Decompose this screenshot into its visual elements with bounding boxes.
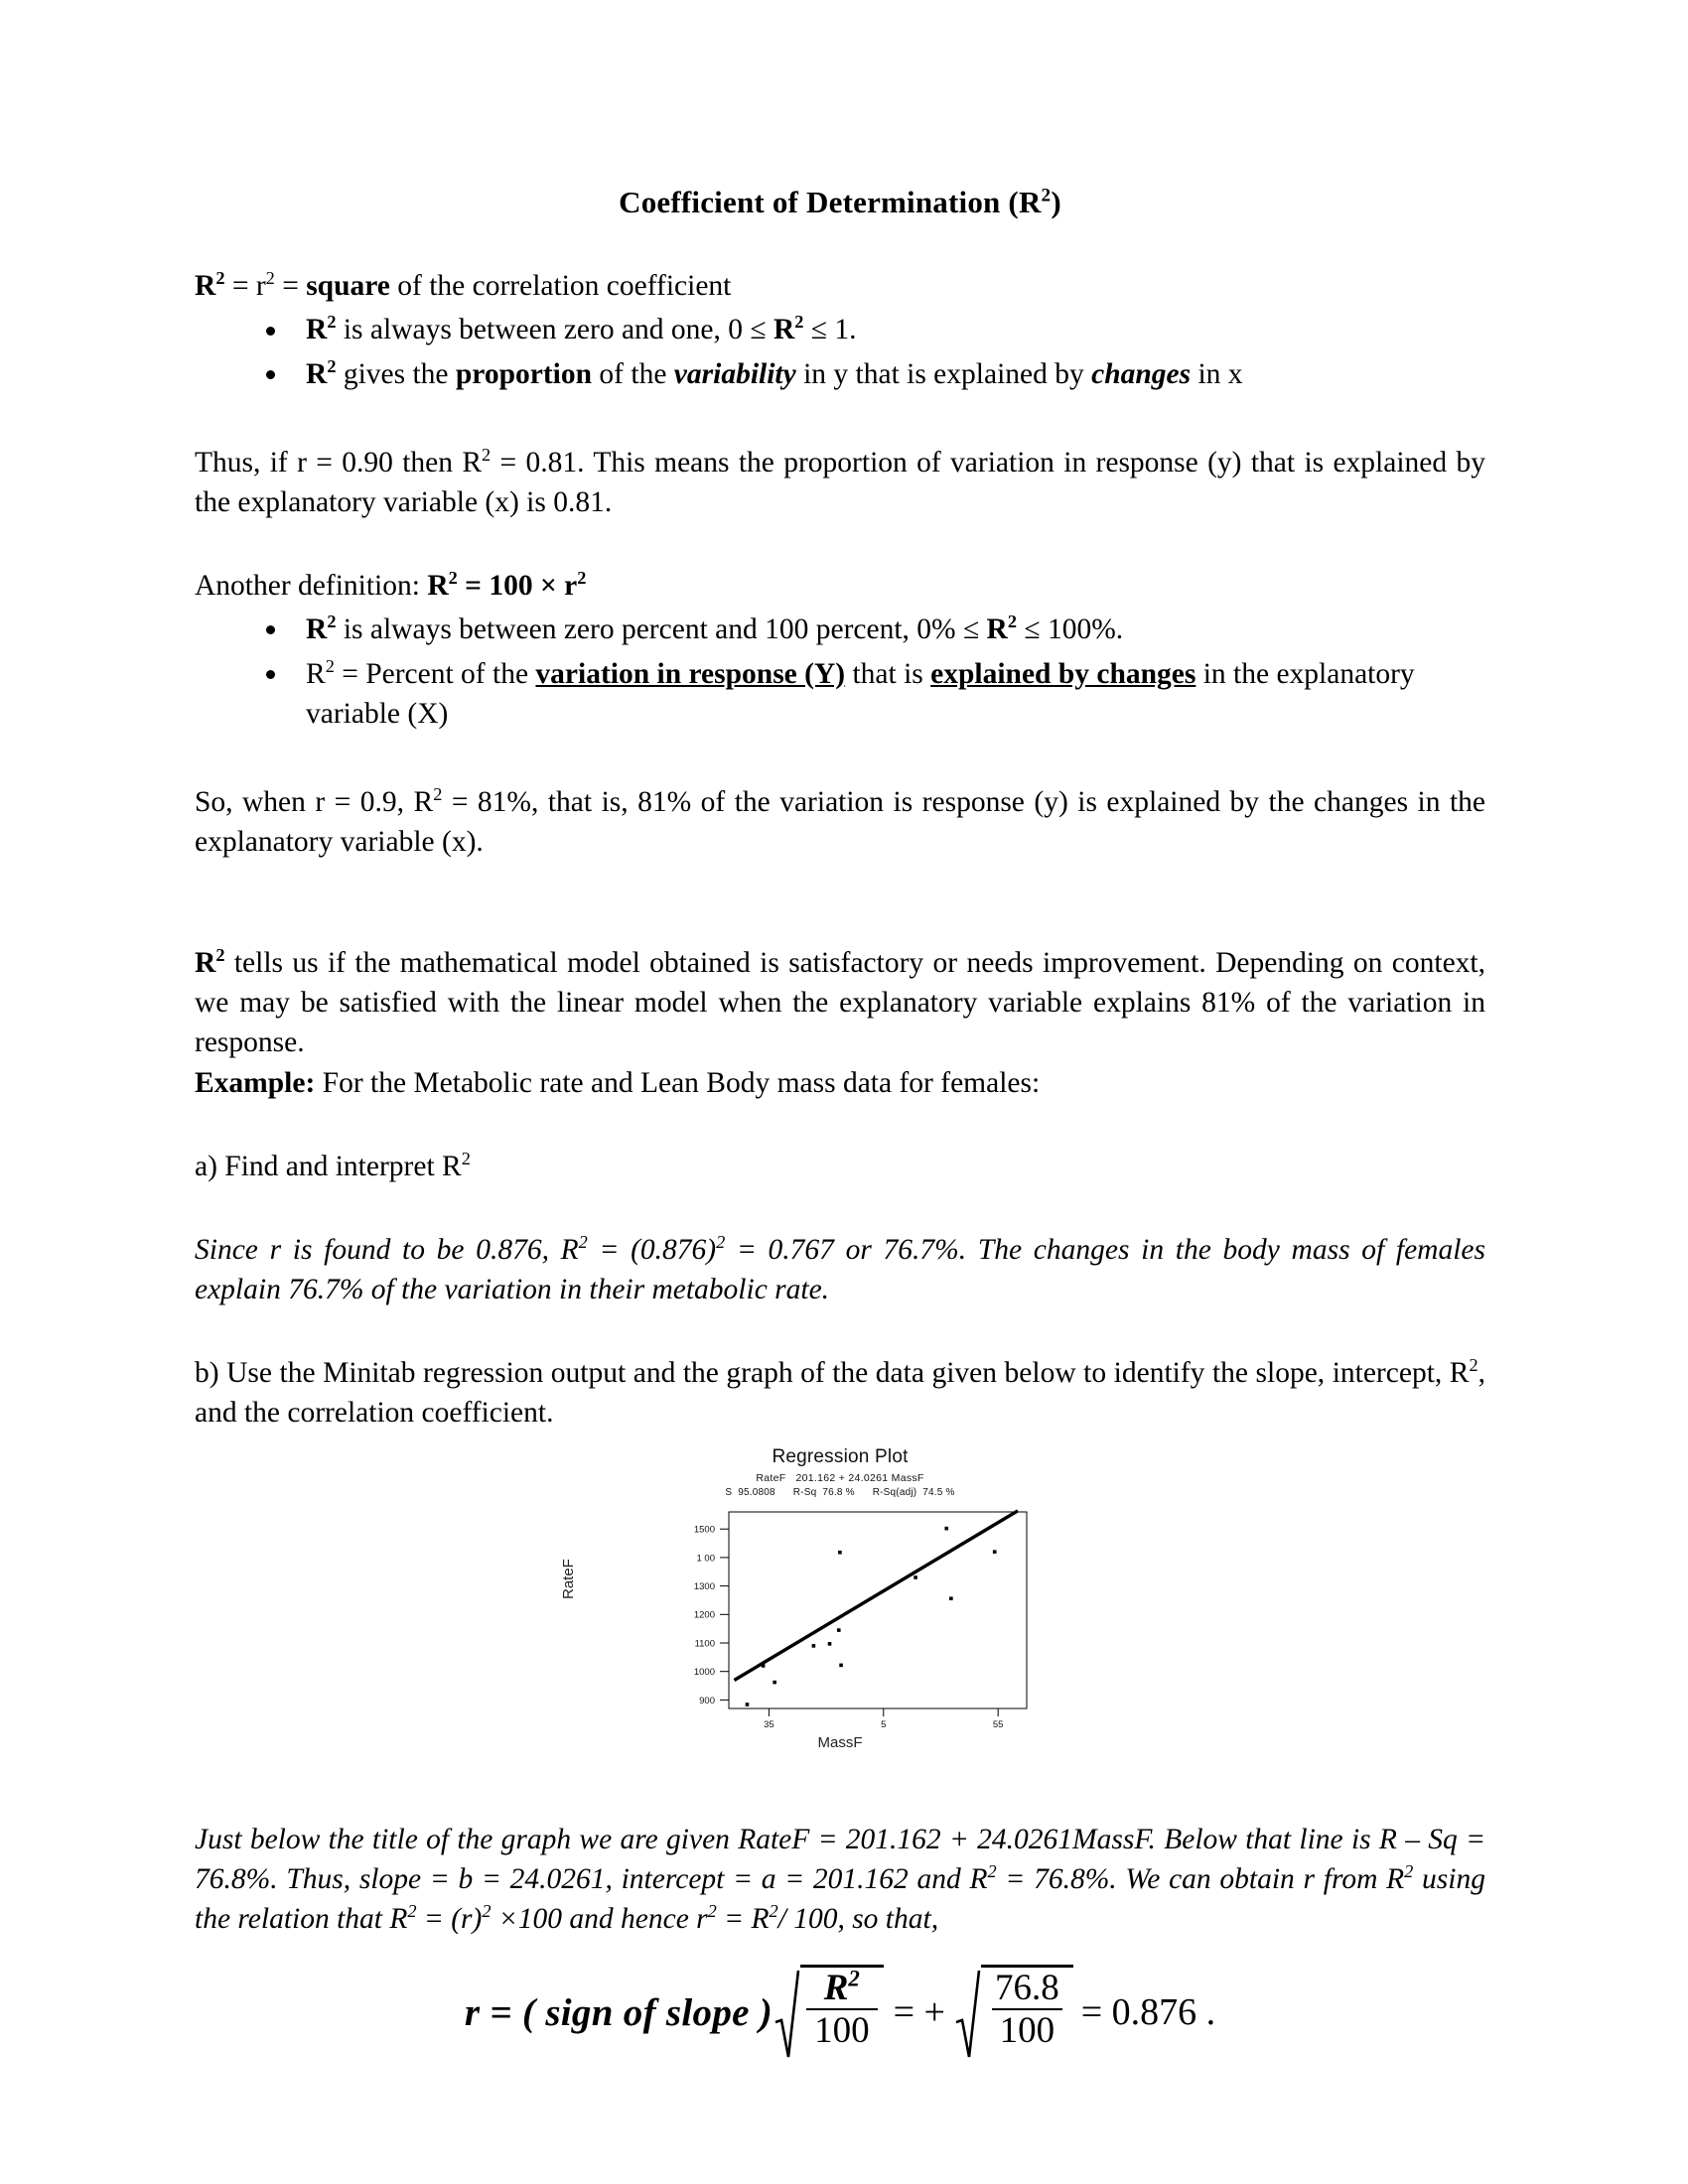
def2-mid: = 100 × r bbox=[457, 569, 578, 602]
b2-text-c: in y that is explained by bbox=[795, 357, 1092, 390]
thus-sup: 2 bbox=[482, 444, 492, 465]
scatter-point bbox=[839, 1664, 843, 1668]
def1-rest: of the correlation coefficient bbox=[389, 270, 732, 302]
formula-equals-plus: = + bbox=[893, 1991, 945, 2034]
chart-eq-intercept: 201.162 bbox=[795, 1472, 836, 1485]
b3-bold-sup: 2 bbox=[1007, 612, 1017, 632]
b4-underline-2: explained by changes bbox=[930, 657, 1196, 690]
ansb-sup3: 2 bbox=[407, 1901, 417, 1922]
f1-num-sup: 2 bbox=[848, 1967, 860, 1992]
qa-text: a) Find and interpret R bbox=[195, 1150, 462, 1182]
ansa-sup2: 2 bbox=[716, 1231, 726, 1252]
stat-rsq-label: R-Sq bbox=[792, 1487, 817, 1499]
definition-two bbox=[195, 566, 1485, 606]
ansb-sup4: 2 bbox=[482, 1901, 492, 1922]
spacer bbox=[195, 522, 1485, 566]
b1-r: R bbox=[306, 314, 328, 346]
scatter-point bbox=[773, 1681, 776, 1685]
list-item bbox=[195, 610, 1485, 650]
scatter-point bbox=[914, 1575, 917, 1579]
b2-r: R bbox=[306, 357, 328, 390]
def1-bold: square bbox=[306, 270, 390, 302]
y-tick-label: 1200 bbox=[693, 1609, 715, 1621]
qa-sup: 2 bbox=[461, 1148, 471, 1168]
question-b bbox=[195, 1353, 1485, 1433]
stat-rsqadj-label: R-Sq(adj) bbox=[872, 1487, 917, 1499]
ansb-sup1: 2 bbox=[987, 1861, 997, 1882]
b2-sup: 2 bbox=[327, 355, 337, 376]
b3-r: R bbox=[306, 613, 328, 645]
tells-rest: tells us if the mathematical model obtained is satisfactory or needs improvement. Depending on context, we may be satisfied with the linear model when the explanatory variable explains 81% of the variation in response. bbox=[195, 947, 1485, 1059]
b1-sup: 2 bbox=[327, 312, 337, 333]
b4-text-b: that is bbox=[845, 657, 931, 690]
chart-eq-slope: 24.0261 MassF bbox=[848, 1472, 924, 1485]
example-label: Example: bbox=[195, 1066, 316, 1099]
x-tick-label: 55 bbox=[992, 1719, 1004, 1731]
answer-b bbox=[195, 1820, 1485, 1939]
x-axis-label: MassF bbox=[817, 1734, 863, 1752]
regression-plot bbox=[562, 1446, 1118, 1794]
b1-bold-sup: 2 bbox=[794, 312, 804, 333]
qb-b: , and the correlation coefficient. bbox=[195, 1356, 1485, 1430]
regression-fit-line bbox=[736, 1512, 1017, 1680]
spacer bbox=[195, 399, 1485, 443]
paragraph-thus bbox=[195, 443, 1485, 522]
b1-bold-r: R bbox=[773, 314, 795, 346]
fraction-two-numerator: 76.8 bbox=[994, 1968, 1059, 2009]
paragraph-tells bbox=[195, 943, 1485, 1062]
b2-ital1: variability bbox=[673, 357, 796, 390]
thus-b: = 0.81. This means the proportion of variation in response (y) that is explained by the explanatory variable (x) is 0.81. bbox=[195, 446, 1485, 518]
correlation-formula bbox=[195, 1965, 1485, 2060]
radical-one bbox=[774, 1965, 884, 2060]
bullet-dot-icon bbox=[266, 625, 275, 634]
ansb-sup2: 2 bbox=[1404, 1861, 1414, 1882]
b2-text-a: gives the bbox=[336, 357, 456, 390]
ansb-sup6: 2 bbox=[769, 1901, 778, 1922]
f1-num-r: R bbox=[823, 1968, 849, 2009]
fraction-one bbox=[800, 1965, 884, 2060]
scatter-point bbox=[993, 1551, 997, 1555]
y-tick-label: 1000 bbox=[693, 1667, 715, 1679]
formula-result: = 0.876 . bbox=[1080, 1991, 1216, 2034]
def2-sup2: 2 bbox=[577, 567, 587, 588]
spacer bbox=[195, 1309, 1485, 1353]
example-text: For the Metabolic rate and Lean Body mass data for females: bbox=[315, 1066, 1041, 1099]
b3-sup: 2 bbox=[327, 612, 337, 632]
b2-ital2: changes bbox=[1091, 357, 1192, 390]
scatter-point bbox=[838, 1551, 842, 1555]
y-tick-label: 1 00 bbox=[696, 1553, 715, 1565]
ansa-b: = (0.876) bbox=[587, 1233, 717, 1266]
ansb-a: Just below the title of the graph we are given RateF = 201.162 + 24.0261MassF. Below that line is R – Sq = 76.8%. Thus, slope = b = 24.0261, intercept = a = 201.162 and R bbox=[195, 1824, 1485, 1896]
document-body bbox=[195, 185, 1485, 2060]
tells-sup: 2 bbox=[215, 945, 225, 966]
b3-text-b: ≤ 100%. bbox=[1017, 613, 1124, 645]
scatter-point bbox=[828, 1642, 832, 1646]
spacer bbox=[195, 862, 1485, 943]
ansa-c: = 0.767 or 76.7%. The changes in the body mass of females explain 76.7% of the variation in their metabolic rate. bbox=[195, 1233, 1486, 1305]
def1-eq1: = r bbox=[224, 270, 266, 302]
scatter-point bbox=[746, 1703, 750, 1706]
def1-sup2: 2 bbox=[265, 268, 275, 289]
b4-text-a: = Percent of the bbox=[334, 657, 536, 690]
scatter-point bbox=[762, 1664, 766, 1668]
formula-lead: r = ( sign of slope ) bbox=[464, 1990, 774, 2034]
stat-s-label: S bbox=[725, 1487, 733, 1499]
def1-eq2: = bbox=[274, 270, 307, 302]
b4-text-c: in the explanatory variable (X) bbox=[306, 657, 1415, 731]
b3-text-a: is always between zero percent and 100 percent, 0% ≤ bbox=[336, 613, 987, 645]
bullet-list-two bbox=[195, 610, 1485, 735]
stat-s-value: 95.0808 bbox=[738, 1487, 775, 1499]
b4-r: R bbox=[306, 657, 326, 690]
spacer bbox=[195, 1794, 1485, 1820]
so-sup: 2 bbox=[433, 784, 443, 805]
stat-rsqadj-value: 74.5 % bbox=[922, 1487, 955, 1499]
page-title-superscript: 2 bbox=[1041, 185, 1052, 206]
ansa-a: Since r is found to be 0.876, R bbox=[195, 1233, 579, 1266]
radical-two bbox=[955, 1965, 1073, 2060]
def1-sup: 2 bbox=[215, 268, 225, 289]
ansb-d: = (r) bbox=[416, 1903, 483, 1936]
b4-sup: 2 bbox=[325, 655, 335, 676]
so-a: So, when r = 0.9, R bbox=[195, 785, 434, 818]
thus-a: Thus, if r = 0.90 then R bbox=[195, 446, 483, 478]
plot-area bbox=[562, 1504, 1118, 1764]
page-title-text: Coefficient of Determination (R bbox=[619, 185, 1042, 219]
sqrt-icon bbox=[774, 1965, 800, 2060]
tells-r: R bbox=[195, 947, 216, 980]
b4-underline-1: variation in response (Y) bbox=[535, 657, 846, 690]
chart-eq-response: RateF bbox=[756, 1472, 786, 1485]
b2-bold1: proportion bbox=[455, 357, 593, 390]
b2-text-d: in x bbox=[1191, 357, 1243, 390]
y-tick-label: 1500 bbox=[693, 1524, 715, 1536]
ansb-f: = R bbox=[716, 1903, 770, 1936]
paragraph-so bbox=[195, 782, 1485, 862]
list-item bbox=[195, 654, 1485, 735]
ansb-sup5: 2 bbox=[707, 1901, 717, 1922]
y-axis-label: RateF bbox=[560, 1559, 577, 1600]
qb-a: b) Use the Minitab regression output and the graph of the data given below to identify the slope, intercept, R bbox=[195, 1356, 1470, 1389]
b1-text-a: is always between zero and one, 0 ≤ bbox=[336, 314, 774, 346]
def1-r: R bbox=[195, 270, 216, 302]
page-title-close: ) bbox=[1051, 185, 1061, 219]
spacer bbox=[195, 1103, 1485, 1147]
y-tick-label: 1100 bbox=[694, 1638, 715, 1650]
ansb-b: = 76.8%. We can obtain r from R bbox=[996, 1863, 1405, 1896]
def2-r: R bbox=[427, 569, 449, 602]
plot-svg bbox=[562, 1504, 1118, 1730]
scatter-point bbox=[837, 1628, 841, 1632]
scatter-point bbox=[949, 1597, 953, 1601]
def2-sup: 2 bbox=[448, 567, 458, 588]
stat-rsq-value: 76.8 % bbox=[822, 1487, 855, 1499]
answer-a bbox=[195, 1230, 1485, 1309]
y-tick-label: 1300 bbox=[693, 1581, 715, 1593]
bullet-dot-icon bbox=[266, 327, 275, 336]
qb-sup: 2 bbox=[1469, 1355, 1478, 1376]
ansb-e: ×100 and hence r bbox=[491, 1903, 708, 1936]
ansb-c: using the relation that R bbox=[195, 1863, 1485, 1936]
chart-equation bbox=[562, 1472, 1118, 1484]
x-tick-label: 5 bbox=[881, 1719, 887, 1731]
b2-text-b: of the bbox=[592, 357, 674, 390]
bullet-list-one bbox=[195, 310, 1485, 394]
scatter-point bbox=[812, 1644, 816, 1648]
x-tick-label: 35 bbox=[764, 1719, 774, 1731]
list-item bbox=[195, 354, 1485, 395]
def2-lead: Another definition: bbox=[195, 569, 428, 602]
fraction-one-numerator bbox=[816, 1968, 868, 2007]
spacer bbox=[195, 1186, 1485, 1230]
page-title bbox=[195, 185, 1485, 220]
chart-stats bbox=[562, 1487, 1118, 1498]
bullet-dot-icon bbox=[266, 370, 275, 379]
b3-bold-r: R bbox=[986, 613, 1008, 645]
scatter-point bbox=[944, 1527, 948, 1531]
ansa-sup1: 2 bbox=[578, 1231, 588, 1252]
sqrt-icon bbox=[955, 1965, 981, 2060]
spacer bbox=[195, 739, 1485, 782]
example-line bbox=[195, 1063, 1485, 1103]
definition-one bbox=[195, 266, 1485, 306]
chart-eq-plus: + bbox=[838, 1472, 846, 1485]
fraction-two bbox=[981, 1965, 1073, 2060]
b1-text-b: ≤ 1. bbox=[803, 314, 857, 346]
regression-plot-figure bbox=[195, 1446, 1485, 1794]
so-b: = 81%, that is, 81% of the variation is response (y) is explained by the changes in the explanatory variable (x). bbox=[195, 785, 1485, 859]
bullet-dot-icon bbox=[266, 670, 275, 679]
question-a bbox=[195, 1147, 1485, 1186]
chart-title: Regression Plot bbox=[772, 1446, 909, 1468]
y-tick-label: 900 bbox=[699, 1695, 715, 1706]
fraction-one-denominator: 100 bbox=[806, 2008, 878, 2052]
list-item bbox=[195, 310, 1485, 350]
fraction-two-denominator: 100 bbox=[992, 2008, 1063, 2052]
ansb-g: / 100, so that, bbox=[777, 1903, 939, 1936]
